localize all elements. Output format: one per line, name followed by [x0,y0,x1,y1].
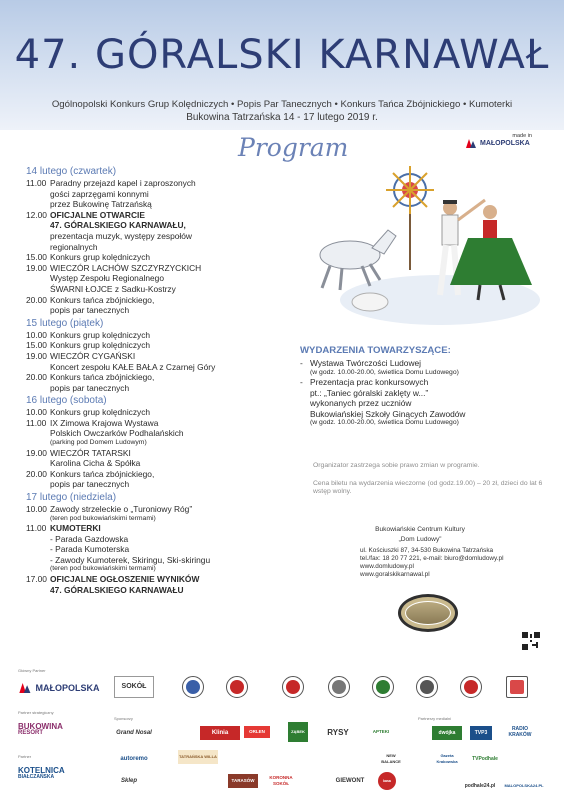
event-text: Paradny przejazd kapel i zaproszonych [50,178,196,188]
crest-icon [182,676,204,698]
event-text: IX Zimowa Krajowa Wystawa [50,417,159,428]
organizer-name: Bukowiańskie Centrum Kultury [375,526,465,533]
media-logo: TVP3 [470,726,492,740]
list-item [26,504,288,523]
sponsors-label: Sponsorzy [114,716,133,721]
event-time: 17.00 [26,573,47,584]
event-text: popis par tanecznych [50,382,130,393]
kotelnica-sub-text: BIAŁCZAŃSKA [18,774,55,780]
sleigh-dancers-illustration [300,160,540,330]
malopolska-mark-icon [19,683,33,693]
crest-icon [416,676,438,698]
event-time: 19.00 [26,350,47,361]
media-logo: MALOPOLSKA24.PL [504,782,544,788]
event-text: przez Bukowinę Tatrzańską [50,199,152,210]
crest-icon [282,676,304,698]
day-heading: 15 lutego (piątek) [26,317,104,329]
star-ornament-icon [386,166,434,270]
event-location-note: (parking pod Domem Ludowym) [50,439,147,447]
event-text: Zawody strzeleckie o „Turoniowy Róg” [50,503,193,514]
bukowina-resort-logo [18,718,88,742]
kotelnica-text: KOTELNICA [18,765,65,775]
event-time: 10.00 [26,407,47,418]
list-item [26,372,288,393]
contact-block [300,526,540,579]
address: ul. Kościuszki 87, 34-530 Bukowina Tatrzańska [360,547,494,554]
list-item [26,340,288,351]
sponsor-logo: Sklep [120,777,137,784]
event-text: Konkurs grup kolędniczych [50,252,151,263]
qr-code-icon [522,632,540,650]
made-in-name: MAŁOPOLSKA [480,140,530,147]
partners-section [0,660,564,800]
event-time: 11.00 [26,523,47,534]
sponsor-logo: kasa [378,772,396,790]
bukowina-text: BUKOWINA [18,721,63,731]
program-heading: Program [238,133,349,162]
side-events [300,346,540,428]
event-time: 19.00 [26,447,47,458]
event-time: 11.00 [26,178,47,188]
malopolska-text: MAŁOPOLSKA [35,682,100,693]
event-text: WIECZÓR LACHÓW SZCZYRZYCKICH [50,262,202,273]
side-event-text: Prezentacja prac konkursowych [310,377,429,388]
sponsor-logo: autoremo [120,755,148,762]
malopolska-logo [18,678,100,698]
event-time: 10.00 [26,503,47,514]
event-text: Konkurs grup kolędniczych [50,407,151,418]
event-time: 10.00 [26,329,47,340]
media-logo: Gazeta Krakowska [436,752,458,764]
event-dates: Bukowina Tatrzańska 14 - 17 lutego 2019 r. [186,112,378,123]
event-text: - Parada Kumoterska [50,544,130,555]
sokol-text: SOKÓŁ [121,682,147,690]
event-text: ŚWARNI ŁOJCE z Sadku-Kostrzy [50,283,176,294]
media-logo: podhale24.pl [464,782,496,789]
sponsor-logo: ORLEN [244,726,270,738]
list-item [26,523,288,574]
crest-icon [226,676,248,698]
event-text: gości zaprzęgami konnymi [50,188,149,199]
side-event-note: (w godz. 10.00-20.00, świetlica Domu Ludowego) [310,419,459,427]
event-title: OFICJALNE OGŁOSZENIE WYNIKÓW [50,573,200,584]
sponsor-logo: APTEKI [372,728,390,734]
event-time: 11.00 [26,417,47,428]
event-time: 19.00 [26,262,47,273]
crest-icon [460,676,482,698]
phone-email: tel./fax: 18 20 77 221, e-mail: biuro@domludowy.pl [360,555,504,562]
event-text: WIECZÓR CYGAŃSKI [50,350,136,361]
crest-icon [506,676,528,698]
event-text: Konkurs tańca zbójnickiego, [50,372,155,383]
sponsor-logo: Grand Nosal [116,729,152,736]
side-events-heading: WYDARZENIA TOWARZYSZĄCE: [300,345,451,356]
list-item [26,407,288,418]
list-item [26,351,288,372]
event-text: Występ Zespołu Regionalnego [50,273,164,284]
website-link[interactable]: www.domludowy.pl [360,563,414,570]
event-time: 15.00 [26,252,47,263]
day-heading: 16 lutego (sobota) [26,395,107,407]
event-time: 20.00 [26,294,47,305]
sheepdog-icon [352,293,388,311]
event-text: WIECZÓR TATARSKI [50,447,131,458]
partner-label: Partner [18,754,32,759]
event-text: popis par tanecznych [50,305,130,316]
list-item [26,295,288,316]
sponsor-logo: TATRAŃSKA WILLA [178,750,218,764]
list-item [26,418,288,448]
side-event-note: (w godz. 10.00-20.00, świetlica Domu Ludowego) [310,368,459,376]
list-item [26,263,288,295]
list-item [26,330,288,341]
organizer-name-2: „Dom Ludowy” [398,536,442,543]
main-partner-label: Główny Partner [18,668,46,673]
event-location-note: (teren pod bukowiańskimi termami) [50,565,156,573]
crest-icon [328,676,350,698]
sponsor-logo: TARASÓW [228,774,258,788]
event-title: OFICJALNE OTWARCIE [50,209,145,220]
organizer-notes [313,462,543,506]
event-text: Konkurs grup kolędniczych [50,329,151,340]
day-heading: 17 lutego (niedziela) [26,491,117,503]
page-title: 47. GÓRALSKI KARNAWAŁ [14,32,550,78]
day-heading: 14 lutego (czwartek) [26,166,117,177]
website-link[interactable]: www.goralskikarnawal.pl [360,571,430,578]
event-text: prezentacja muzyk, występy zespołów [50,230,192,241]
list-item [26,252,288,263]
event-time: 12.00 [26,209,47,220]
list-item [26,469,288,490]
media-logo: dwójka [432,726,462,740]
sponsor-logo: NEW BALANCE [381,752,401,764]
media-logo: RADIO KRAKÓW [508,725,532,738]
media-partners-label: Partnerzy medialni [418,716,452,721]
list-item: - Wystawa Twórczości Ludowej (w godz. 10.00-20.00, świetlica Domu Ludowego) [300,358,540,377]
media-logo: TVPodhale [472,755,498,762]
event-text: Polskich Owczarków Podhalańskich [50,428,184,439]
event-title: 47. GÓRALSKIEGO KARNAWAŁU [50,584,184,595]
event-text: Konkurs tańca zbójnickiego, [50,468,155,479]
event-text: popis par tanecznych [50,479,130,490]
sponsor-logo: GIEWONT [335,777,365,784]
event-title: 47. GÓRALSKIEGO KARNAWAŁU, [50,220,186,231]
list-item [26,448,288,469]
malopolska-mark-icon [466,139,478,148]
sokol-logo [114,676,154,698]
event-text: Konkurs tańca zbójnickiego, [50,294,155,305]
event-text: Karolina Cicha & Spółka [50,458,141,469]
side-event-text: wykonanych przez uczniów [310,398,412,409]
event-text: Koncert zespołu KAŁE BAŁA z Czarnej Góry [50,361,216,372]
event-time: 20.00 [26,372,47,383]
list-item [26,210,288,252]
event-time: 20.00 [26,468,47,479]
side-event-text: Wystawa Twórczości Ludowej [310,358,422,369]
event-text: - Parada Gazdowska [50,533,129,544]
event-time: 15.00 [26,340,47,351]
side-event-text: pt.: „Taniec góralski zaklęty w...” [310,387,429,398]
event-text: - Zawody Kumoterek, Skiringu, Ski-skiringu [50,554,211,565]
strategic-partner-label: Partner strategiczny [18,710,54,715]
event-title: KUMOTERKI [50,523,101,534]
made-in-label: made in [512,133,532,139]
list-item [26,178,288,210]
program-change-note: Organizator zastrzega sobie prawo zmian w programie. [313,462,480,469]
sponsor-logo: RYSY [327,727,349,737]
kotelnica-logo [18,762,88,786]
sponsor-logo: ZĄBEK [288,722,308,742]
page-subtitle: Ogólnopolski Konkurs Grup Kolędniczych • Popis Par Tanecznych • Konkurs Tańca Zbójnickiego • Kumoterki [51,99,513,110]
sponsor-logo: KORONNA SOKÓŁ [269,774,293,786]
event-location-note: (teren pod bukowiańskimi termami) [50,514,156,522]
sponsor-logo: Klinia [200,726,240,740]
crest-icon [372,676,394,698]
list-item [26,574,288,595]
list-item: - Prezentacja prac konkursowych pt.: „Taniec góralski zaklęty w...” wykonanych przez uczniów Bukowiańskiej Szkoły Ginących Zawodów (w godz. 10.00-20.00, świetlica Domu Ludowego) [300,377,540,427]
event-text: regionalnych [50,241,98,252]
made-in-malopolska-logo [466,133,536,148]
resort-text: RESORT [18,730,44,736]
dom-ludowy-stamp-logo [398,594,458,632]
ticket-price-note: Cena biletu na wydarzenia wieczorne (od godz.19.00) – 20 zł, dzieci do lat 6 wstęp wolny. [313,479,543,496]
event-text: Konkurs grup kolędniczych [50,340,151,351]
side-event-text: Bukowiańskiej Szkoły Ginących Zawodów [310,408,466,419]
program-list [26,164,288,595]
